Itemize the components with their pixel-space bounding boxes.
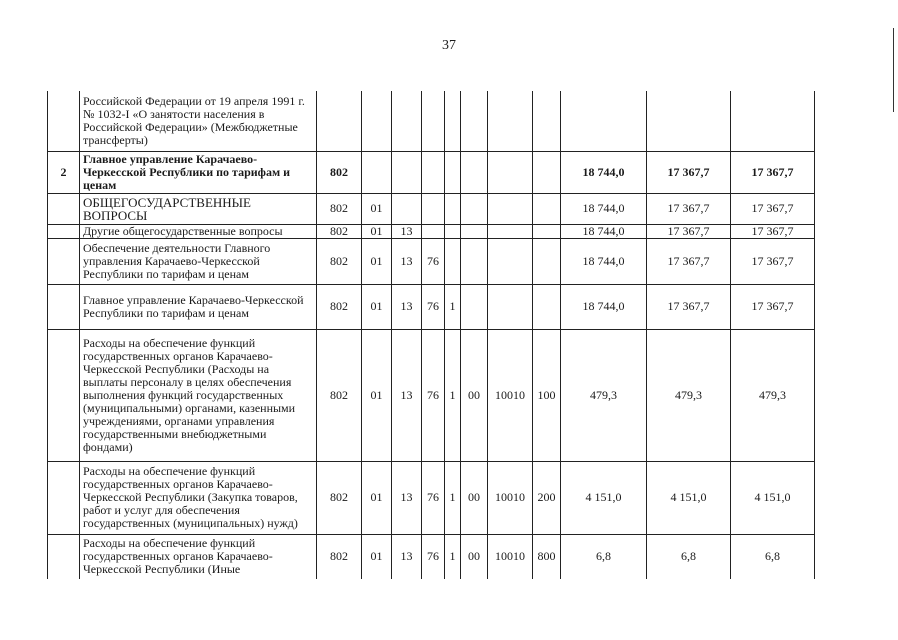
cell-direction — [461, 224, 488, 238]
row-name: Расходы на обеспечение функций государственных органов Карачаево-Черкесской Республики (Закупка товаров, работ и услуг для обеспечения государственных (муниципальных) нужд) — [80, 461, 317, 534]
cell-pr: 13 — [392, 284, 422, 329]
table-row — [48, 151, 815, 193]
row-index — [48, 329, 80, 461]
cell-vr — [533, 224, 561, 238]
cell-ved: 802 — [317, 329, 362, 461]
cell-sum-2 — [647, 91, 731, 151]
cell-vr: 800 — [533, 534, 561, 579]
row-name: Главное управление Карачаево-Черкесской Республики по тарифам и ценам — [80, 284, 317, 329]
row-name: Главное управление Карачаево-Черкесской Республики по тарифам и ценам — [80, 151, 317, 193]
cell-expense-code — [488, 224, 533, 238]
cell-ved — [317, 91, 362, 151]
row-name: Расходы на обеспечение функций государственных органов Карачаево-Черкесской Республики (Иные — [80, 534, 317, 579]
table-row — [48, 329, 815, 461]
cell-subprogram — [445, 151, 461, 193]
row-index — [48, 224, 80, 238]
cell-pr: 13 — [392, 224, 422, 238]
cell-program: 76 — [422, 534, 445, 579]
cell-vr — [533, 238, 561, 284]
cell-ved: 802 — [317, 284, 362, 329]
cell-vr — [533, 151, 561, 193]
table-row — [48, 91, 815, 151]
cell-subprogram: 1 — [445, 284, 461, 329]
cell-vr: 200 — [533, 461, 561, 534]
cell-rz: 01 — [362, 193, 392, 224]
cell-pr: 13 — [392, 329, 422, 461]
cell-pr: 13 — [392, 461, 422, 534]
cell-sum-1: 18 744,0 — [561, 193, 647, 224]
page-edge-line — [893, 28, 894, 112]
cell-pr — [392, 151, 422, 193]
cell-sum-2: 6,8 — [647, 534, 731, 579]
cell-rz: 01 — [362, 461, 392, 534]
cell-expense-code — [488, 238, 533, 284]
cell-program: 76 — [422, 461, 445, 534]
cell-rz: 01 — [362, 329, 392, 461]
cell-subprogram — [445, 91, 461, 151]
cell-program: 76 — [422, 284, 445, 329]
row-index — [48, 193, 80, 224]
cell-program — [422, 193, 445, 224]
cell-vr — [533, 193, 561, 224]
cell-rz: 01 — [362, 284, 392, 329]
cell-sum-3: 17 367,7 — [731, 238, 815, 284]
cell-sum-3: 479,3 — [731, 329, 815, 461]
cell-subprogram — [445, 224, 461, 238]
cell-expense-code: 10010 — [488, 461, 533, 534]
cell-direction: 00 — [461, 329, 488, 461]
cell-program — [422, 91, 445, 151]
cell-expense-code: 10010 — [488, 534, 533, 579]
table-row — [48, 238, 815, 284]
row-index — [48, 238, 80, 284]
cell-sum-1: 18 744,0 — [561, 238, 647, 284]
cell-sum-1: 18 744,0 — [561, 151, 647, 193]
row-index — [48, 461, 80, 534]
cell-expense-code: 10010 — [488, 329, 533, 461]
row-name: Расходы на обеспечение функций государственных органов Карачаево-Черкесской Республики (Расходы на выплаты персоналу в целях обеспечения выполнения функций государственных (муниципальными) органами, казенными учреждениями, органами управления государственными внебюджетными фондами) — [80, 329, 317, 461]
cell-sum-3: 17 367,7 — [731, 193, 815, 224]
cell-rz: 01 — [362, 238, 392, 284]
row-index — [48, 534, 80, 579]
cell-ved: 802 — [317, 224, 362, 238]
table-row — [48, 534, 815, 579]
cell-sum-2: 17 367,7 — [647, 193, 731, 224]
cell-rz — [362, 91, 392, 151]
cell-sum-2: 17 367,7 — [647, 284, 731, 329]
cell-program — [422, 151, 445, 193]
row-index — [48, 284, 80, 329]
table-row — [48, 224, 815, 238]
cell-rz: 01 — [362, 224, 392, 238]
cell-expense-code — [488, 193, 533, 224]
cell-ved: 802 — [317, 193, 362, 224]
cell-sum-2: 17 367,7 — [647, 238, 731, 284]
cell-subprogram — [445, 238, 461, 284]
cell-sum-3: 17 367,7 — [731, 284, 815, 329]
cell-ved: 802 — [317, 151, 362, 193]
cell-ved: 802 — [317, 461, 362, 534]
budget-table — [47, 91, 815, 579]
cell-expense-code — [488, 151, 533, 193]
cell-pr: 13 — [392, 534, 422, 579]
cell-vr: 100 — [533, 329, 561, 461]
cell-sum-3: 17 367,7 — [731, 224, 815, 238]
cell-sum-1: 479,3 — [561, 329, 647, 461]
cell-direction: 00 — [461, 534, 488, 579]
cell-expense-code — [488, 91, 533, 151]
table-row — [48, 284, 815, 329]
cell-program: 76 — [422, 238, 445, 284]
cell-direction: 00 — [461, 461, 488, 534]
page-number: 37 — [442, 38, 456, 53]
cell-program — [422, 224, 445, 238]
cell-sum-1: 4 151,0 — [561, 461, 647, 534]
cell-subprogram: 1 — [445, 534, 461, 579]
row-index — [48, 91, 80, 151]
row-name: Другие общегосударственные вопросы — [80, 224, 317, 238]
cell-sum-1: 18 744,0 — [561, 224, 647, 238]
cell-sum-3 — [731, 91, 815, 151]
cell-pr — [392, 193, 422, 224]
cell-vr — [533, 91, 561, 151]
cell-sum-2: 4 151,0 — [647, 461, 731, 534]
cell-sum-1: 18 744,0 — [561, 284, 647, 329]
row-index: 2 — [48, 151, 80, 193]
table-row — [48, 193, 815, 224]
cell-sum-3: 4 151,0 — [731, 461, 815, 534]
cell-direction — [461, 284, 488, 329]
cell-pr: 13 — [392, 238, 422, 284]
cell-ved: 802 — [317, 534, 362, 579]
cell-expense-code — [488, 284, 533, 329]
row-name: Российской Федерации от 19 апреля 1991 г. № 1032-I «О занятости населения в Российской Федерации» (Межбюджетные трансферты) — [80, 91, 317, 151]
cell-program: 76 — [422, 329, 445, 461]
cell-sum-3: 6,8 — [731, 534, 815, 579]
cell-sum-3: 17 367,7 — [731, 151, 815, 193]
cell-sum-2: 17 367,7 — [647, 224, 731, 238]
cell-subprogram: 1 — [445, 461, 461, 534]
cell-direction — [461, 91, 488, 151]
cell-sum-1 — [561, 91, 647, 151]
cell-rz: 01 — [362, 534, 392, 579]
cell-direction — [461, 238, 488, 284]
row-name: Обеспечение деятельности Главного управления Карачаево-Черкесской Республики по тарифам и ценам — [80, 238, 317, 284]
cell-sum-2: 479,3 — [647, 329, 731, 461]
cell-pr — [392, 91, 422, 151]
cell-subprogram: 1 — [445, 329, 461, 461]
cell-vr — [533, 284, 561, 329]
cell-subprogram — [445, 193, 461, 224]
row-name: ОБЩЕГОСУДАРСТВЕННЫЕ ВОПРОСЫ — [80, 193, 317, 224]
cell-rz — [362, 151, 392, 193]
cell-sum-2: 17 367,7 — [647, 151, 731, 193]
cell-sum-1: 6,8 — [561, 534, 647, 579]
table-row — [48, 461, 815, 534]
cell-direction — [461, 193, 488, 224]
cell-ved: 802 — [317, 238, 362, 284]
cell-direction — [461, 151, 488, 193]
